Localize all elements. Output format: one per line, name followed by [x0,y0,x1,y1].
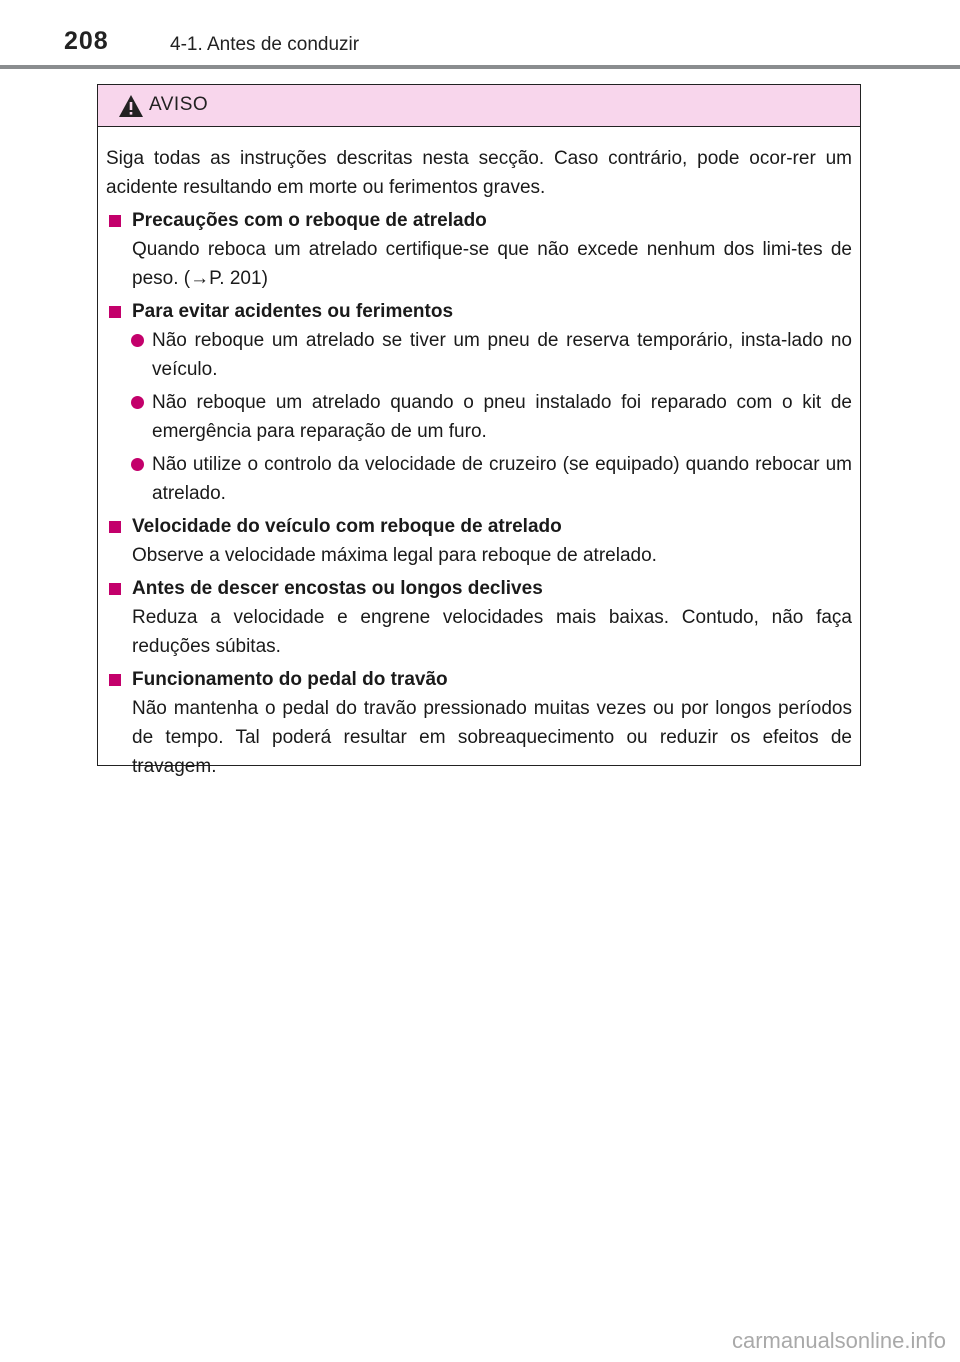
warning-label: AVISO [149,94,209,115]
warning-box [97,84,861,777]
page-header [0,0,960,70]
section-heading-text: Precauções com o reboque de atrelado [132,210,487,231]
round-bullet-icon [131,396,144,409]
section-text: Quando reboca um atrelado certifique-se que não excede nenhum dos limi-tes de peso. (→P. 201) [132,239,852,289]
square-bullet-icon [109,215,121,227]
section-text: Observe a velocidade máxima legal para reboque de atrelado. [132,545,657,566]
section-heading [106,574,852,603]
section-heading [106,297,852,326]
list-item-text: Não utilize o controlo da velocidade de cruzeiro (se equipado) quando rebocar um atrelado. [152,454,852,504]
header-rule [0,65,960,69]
list-item-text: Não reboque um atrelado quando o pneu instalado foi reparado com o kit de emergência para reparação de um furo. [152,392,852,442]
warning-triangle-icon [118,94,144,118]
section-heading [106,206,852,235]
section-text: Não mantenha o pedal do travão pressionado muitas vezes ou por longos períodos de tempo. Tal poderá resultar em sobreaquecimento ou reduzir os efeitos de travagem. [132,698,852,777]
list-item [106,326,852,384]
square-bullet-icon [109,306,121,318]
watermark: carmanualsonline.info [731,1328,946,1353]
list-item [106,388,852,446]
list-item-text: Não reboque um atrelado se tiver um pneu de reserva temporário, insta-lado no veículo. [152,330,852,380]
warning-header [98,85,860,127]
round-bullet-icon [131,334,144,347]
square-bullet-icon [109,674,121,686]
section-heading-text: Antes de descer encostas ou longos declives [132,578,543,599]
page-number: 208 [64,27,109,55]
section-title: 4-1. Antes de conduzir [170,34,360,55]
section-heading-text: Velocidade do veículo com reboque de atrelado [132,516,562,537]
section-text: Reduza a velocidade e engrene velocidades mais baixas. Contudo, não faça reduções súbitas. [132,607,852,657]
section-heading [106,665,852,694]
section-heading-text: Funcionamento do pedal do travão [132,669,448,690]
round-bullet-icon [131,458,144,471]
warning-body [98,127,860,781]
square-bullet-icon [109,583,121,595]
section-heading [106,512,852,541]
list-item [106,450,852,508]
section-heading-text: Para evitar acidentes ou ferimentos [132,301,454,322]
warning-intro: Siga todas as instruções descritas nesta secção. Caso contrário, pode ocor-rer um acidente resultando em morte ou ferimentos graves. [106,148,852,198]
square-bullet-icon [109,521,121,533]
